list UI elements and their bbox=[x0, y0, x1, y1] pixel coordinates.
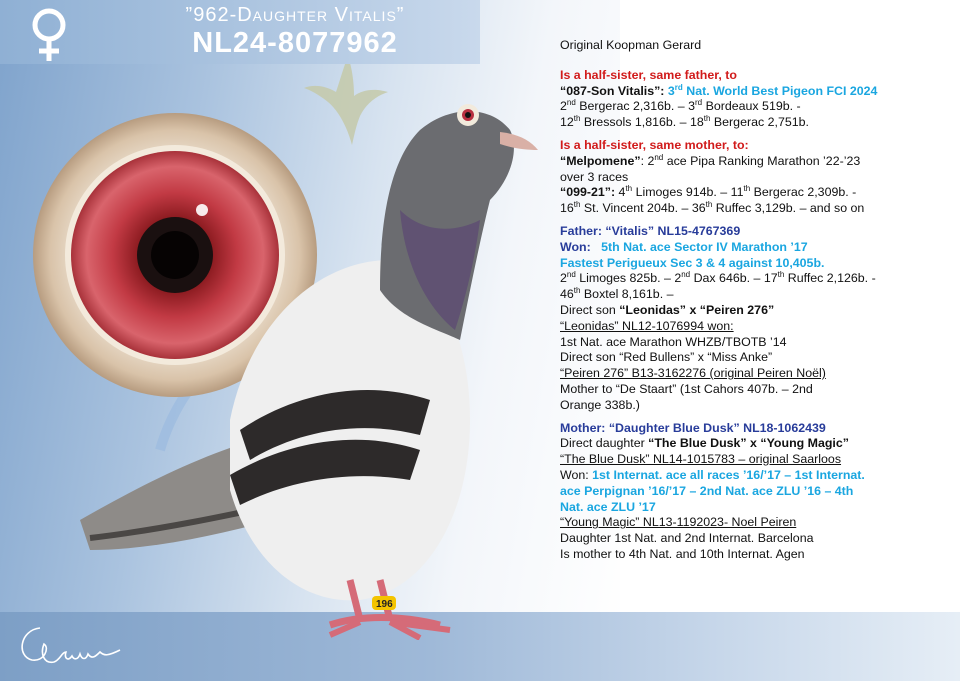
father-win-2: Fastest Perigueux Sec 3 & 4 against 10,405b. bbox=[560, 255, 825, 270]
half-sister-father-heading: Is a half-sister, same father, to bbox=[560, 67, 737, 82]
result-line: Daughter 1st Nat. and 2nd Internat. Barcelona bbox=[560, 531, 814, 546]
won-label: Won: bbox=[560, 239, 591, 254]
parentage-line: Direct son “Red Bullens” x “Miss Anke” bbox=[560, 350, 773, 365]
leg-band: 196 bbox=[376, 599, 393, 610]
koopman-signature-logo bbox=[10, 616, 130, 676]
result-line: 16th St. Vincent 204b. – 36th Ruffec 3,129b. – and so on bbox=[560, 200, 865, 216]
granddam-line: “Young Magic” NL13-1192023- Noel Peiren bbox=[560, 515, 797, 530]
pigeon-image bbox=[60, 60, 560, 640]
result-line: 1st Nat. ace Marathon WHZB/TBOTB ’14 bbox=[560, 334, 787, 349]
female-symbol-icon bbox=[22, 6, 76, 64]
result-line: Orange 338b.) bbox=[560, 397, 640, 412]
result-line: 2nd Limoges 825b. – 2nd Dax 646b. – 17th Ruffec 2,126b. - bbox=[560, 270, 876, 286]
result-line: 2nd Bergerac 2,316b. – 3rd Bordeaux 519b. - bbox=[560, 98, 801, 114]
sibling-name: “087-Son Vitalis”: bbox=[560, 83, 665, 98]
result-line: “Melpomene”: 2nd ace Pipa Ranking Marathon ’22-’23 bbox=[560, 152, 861, 168]
result-line: “099-21”: 4th Limoges 914b. – 11th Bergerac 2,309b. - bbox=[560, 184, 857, 200]
origin-line: Original Koopman Gerard bbox=[560, 38, 702, 52]
result-line: Is mother to 4th Nat. and 10th Internat. Agen bbox=[560, 546, 805, 561]
result-line: Mother to “De Staart” (1st Cahors 407b. – 2nd bbox=[560, 381, 813, 396]
pedigree-text bbox=[560, 38, 952, 563]
award-text: Nat. World Best Pigeon FCI 2024 bbox=[682, 83, 878, 98]
result-line: 12th Bressols 1,816b. – 18th Bergerac 2,751b. bbox=[560, 114, 809, 130]
half-sister-mother-heading: Is a half-sister, same mother, to: bbox=[560, 137, 749, 152]
grandsire-line: “Leonidas” NL12-1076994 won: bbox=[560, 318, 734, 333]
result-line: 46th Boxtel 8,161b. – bbox=[560, 286, 674, 302]
granddam-line: “Peiren 276” B13-3162276 (original Peiren Noël) bbox=[560, 366, 826, 381]
mother-heading: Mother: “Daughter Blue Dusk” NL18-1062439 bbox=[560, 420, 826, 435]
ordinal-suffix: rd bbox=[674, 82, 683, 92]
pigeon-name: ”962-Daughter Vitalis” bbox=[185, 4, 405, 26]
result-line: Won: 1st Internat. ace all races ’16/’17 – 1st Internat. bbox=[560, 467, 865, 482]
ring-number: NL24-8077962 bbox=[192, 27, 398, 59]
father-win-1: 5th Nat. ace Sector IV Marathon ’17 bbox=[601, 239, 808, 254]
award-rank: 3 bbox=[667, 83, 675, 98]
parentage-line: Direct son “Leonidas” x “Peiren 276” bbox=[560, 302, 775, 317]
result-line: Nat. ace ZLU ’17 bbox=[560, 499, 656, 514]
result-line: over 3 races bbox=[560, 169, 629, 184]
grandsire-line: “The Blue Dusk” NL14-1015783 – original Saarloos bbox=[560, 452, 842, 467]
parentage-line: Direct daughter “The Blue Dusk” x “Young Magic” bbox=[560, 436, 849, 451]
result-line: ace Perpignan ’16/’17 – 2nd Nat. ace ZLU ’16 – 4th bbox=[560, 483, 854, 498]
father-heading: Father: “Vitalis” NL15-4767369 bbox=[560, 223, 741, 238]
